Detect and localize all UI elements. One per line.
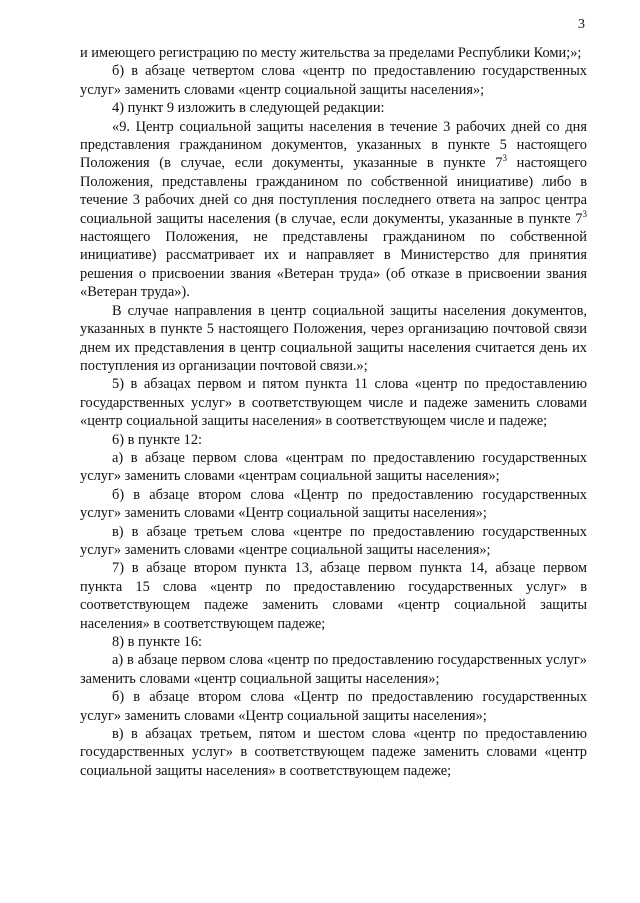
paragraph: в) в абзацах третьем, пятом и шестом слова «центр по предоставлению государственных услуг» в соответствующем падеже заменить словами «центр социальной защиты населения» в соответствующем падеже; xyxy=(80,726,587,779)
document-body xyxy=(80,44,587,780)
paragraph: б) в абзаце втором слова «Центр по предоставлению государственных услуг» заменить словами «Центр социальной защиты населения»; xyxy=(80,486,587,522)
paragraph: 5) в абзацах первом и пятом пункта 11 слова «центр по предоставлению государственных услуг» в соответствующем числе и падеже заменить словами «центр социальной защиты населения» в соответствующем числе и падеже; xyxy=(80,376,587,430)
paragraph: «9. Центр социальной защиты населения в течение 3 рабочих дней со дня представления гражданином документов, указанных в пункте 5 настоящего Положения (в случае, если документы, указанные в пункте $7^3$ настоящего Положения, представлены гражданином по собственной инициативе) либо в течение 3 рабочих дней со дня поступления последнего ответа на запрос центра социальной защиты населения (в случае, если документы, указанные в пункте $7^3$ настоящего Положения, не представлены гражданином по собственной инициативе) рассматривает их и направляет в Министерство для принятия решения о присвоении звания «Ветеран труда» (об отказе в присвоении звания «Ветеран труда»). xyxy=(80,118,587,301)
paragraph: 6) в пункте 12: xyxy=(112,431,203,448)
paragraph: и имеющего регистрацию по месту жительства за пределами Республики Коми;»; xyxy=(80,45,582,61)
paragraph: В случае направления в центр социальной защиты населения документов, указанных в пункте 5 настоящего Положения, через организацию почтовой связи днем их представления в центр социальной защиты населения считается день их поступления из организации почтовой связи.»; xyxy=(80,302,587,374)
paragraph: 8) в пункте 16: xyxy=(112,634,203,650)
paragraph: а) в абзаце первом слова «центр по предоставлению государственных услуг» заменить словами «центр социальной защиты населения»; xyxy=(80,652,587,687)
paragraph: 7) в абзаце втором пункта 13, абзаце первом пункта 14, абзаце первом пункта 15 слова «центр по предоставлению государственных услуг» в соответствующем падеже заменить словами «центр социальной защиты населения» в соответствующем падеже; xyxy=(80,560,587,632)
paragraph: в) в абзаце третьем слова «центре по предоставлению государственных услуг» заменить словами «центре социальной защиты населения»; xyxy=(80,523,587,558)
paragraph: б) в абзаце втором слова «Центр по предоставлению государственных услуг» заменить словами «Центр социальной защиты населения»; xyxy=(80,689,587,724)
page-number: 3 xyxy=(578,17,585,32)
paragraph: а) в абзаце первом слова «центрам по предоставлению государственных услуг» заменить словами «центрам социальной защиты населения»; xyxy=(80,449,587,485)
paragraph: 4) пункт 9 изложить в следующей редакции: xyxy=(112,100,385,117)
paragraph: б) в абзаце четвертом слова «центр по предоставлению государственных услуг» заменить словами «центр социальной защиты населения»; xyxy=(80,63,587,98)
